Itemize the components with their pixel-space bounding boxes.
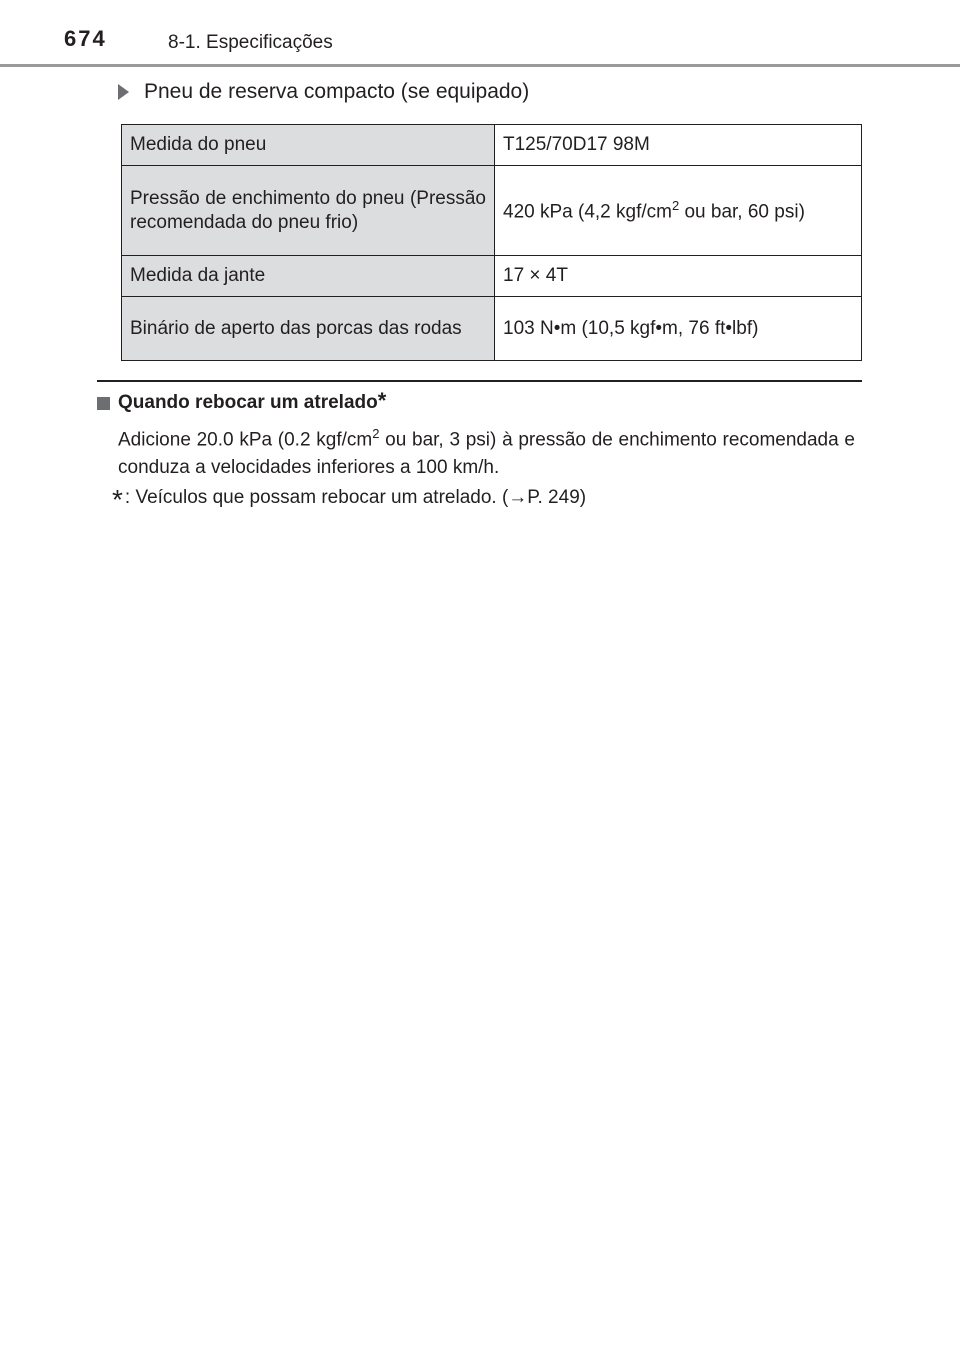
footnote xyxy=(112,478,587,515)
table-row xyxy=(122,166,862,256)
spare-tire-spec-table xyxy=(121,124,862,361)
section-title: 8-1. Especificações xyxy=(168,32,333,53)
spec-value: T125/70D17 98M xyxy=(495,125,862,166)
footnote-text: : Veículos que possam rebocar um atrelado. (→P. 249) xyxy=(124,487,587,508)
spec-value: 103 N•m (10,5 kgf•m, 76 ft•lbf) xyxy=(495,297,862,361)
spec-value-part: ou bar, 60 psi) xyxy=(679,201,805,223)
asterisk-mark: * xyxy=(112,484,123,515)
square-bullet-icon xyxy=(97,397,110,410)
note-title-text: Quando rebocar um atrelado xyxy=(118,392,378,413)
table-row xyxy=(122,297,862,361)
section-divider xyxy=(97,380,862,382)
spec-label: Medida da jante xyxy=(122,256,495,297)
spec-value-part: 420 kPa (4,2 kgf/cm xyxy=(503,201,672,223)
subheading xyxy=(118,80,529,104)
superscript: 2 xyxy=(671,197,680,213)
header-divider xyxy=(0,64,960,67)
page-header xyxy=(0,0,960,68)
spec-label: Medida do pneu xyxy=(122,125,495,166)
spec-value xyxy=(495,166,862,256)
spec-label: Binário de aperto das porcas das rodas xyxy=(122,297,495,361)
page-number: 674 xyxy=(64,26,107,51)
note-text-part: ou bar, 3 psi) à pressão de enchimento recomendada e conduza a velocidades inferiores a 100 km/h. xyxy=(118,429,855,479)
note-heading: Quando rebocar um atrelado * xyxy=(97,392,386,414)
spec-label: Pressão de enchimento do pneu (Pressão recomendada do pneu frio) xyxy=(122,166,495,256)
subheading-text: Pneu de reserva compacto (se equipado) xyxy=(144,80,530,103)
spec-value: 17 × 4T xyxy=(495,256,862,297)
triangle-bullet-icon xyxy=(118,84,129,100)
table-row xyxy=(122,125,862,166)
note-body xyxy=(118,420,855,482)
table-row xyxy=(122,256,862,297)
note-text-part: Adicione 20.0 kPa (0.2 kgf/cm xyxy=(118,429,373,451)
superscript: 2 xyxy=(372,426,380,441)
